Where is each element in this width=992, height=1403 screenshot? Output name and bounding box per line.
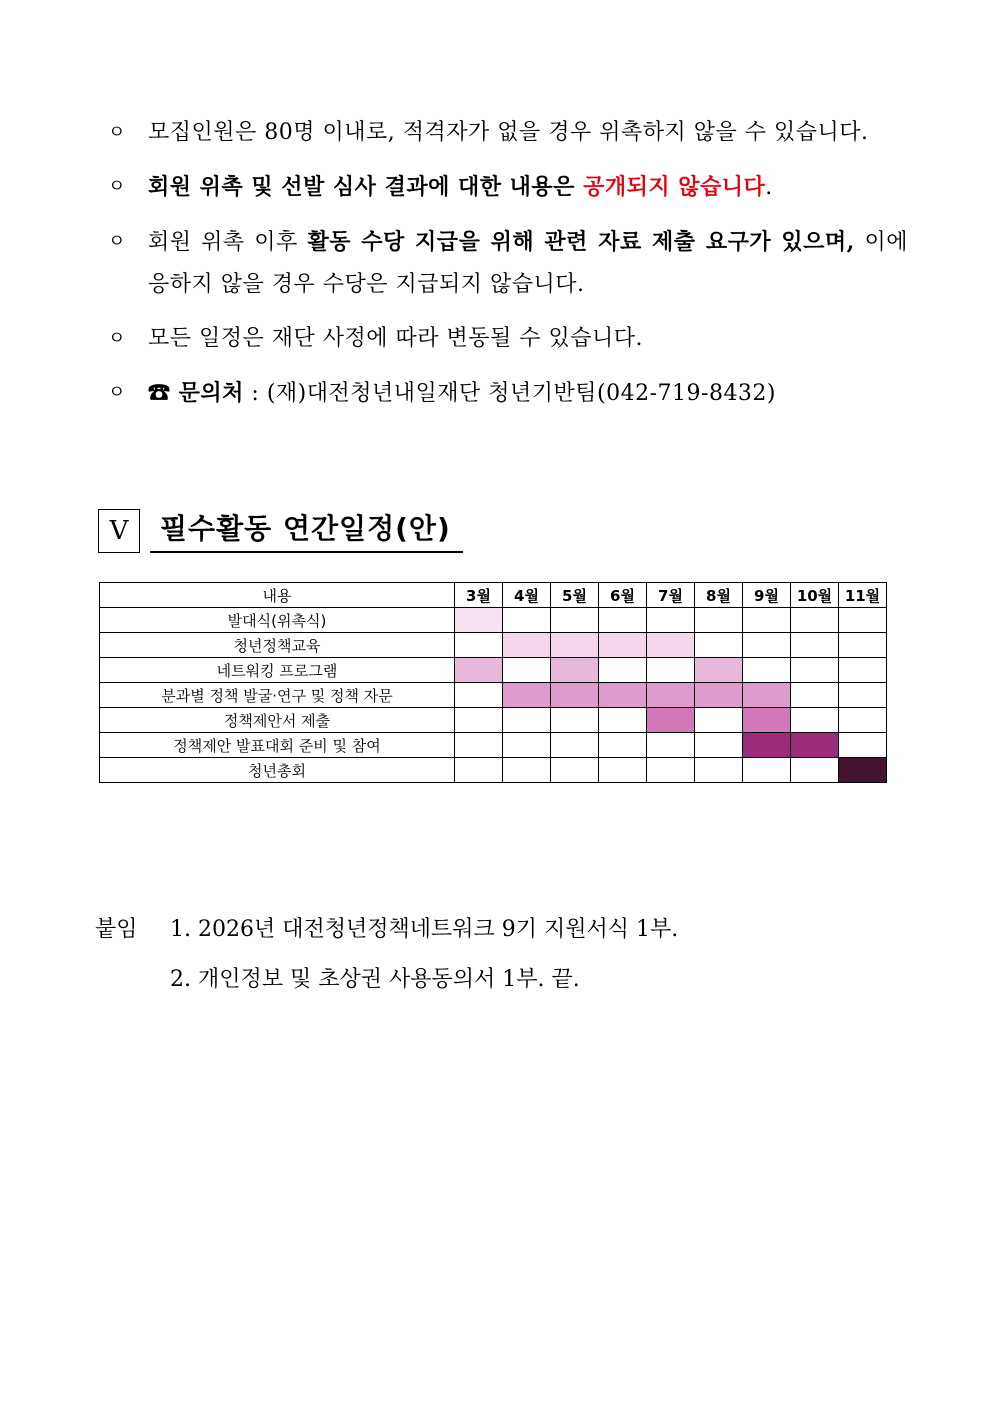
bullet-mark: ㅇ bbox=[108, 122, 126, 143]
schedule-month-header: 11월 bbox=[839, 583, 887, 608]
section-title: 필수활동 연간일정(안) bbox=[150, 507, 463, 553]
schedule-cell bbox=[839, 733, 887, 758]
schedule-month-header: 10월 bbox=[791, 583, 839, 608]
schedule-cell-active bbox=[551, 658, 599, 683]
schedule-cell bbox=[455, 758, 503, 783]
notice-text bbox=[148, 372, 908, 415]
schedule-month-header: 8월 bbox=[695, 583, 743, 608]
notice-text-part: 회원 위촉 및 선발 심사 결과에 대한 내용은 bbox=[148, 174, 584, 200]
notice-text-part: 모집인원은 80명 이내로, 적격자가 없을 경우 위촉하지 않을 수 있습니다. bbox=[148, 120, 869, 145]
schedule-cell bbox=[791, 608, 839, 633]
schedule-activity-label: 정책제안서 제출 bbox=[100, 708, 455, 733]
schedule-month-header: 6월 bbox=[599, 583, 647, 608]
notice-item bbox=[108, 221, 908, 306]
schedule-cell bbox=[839, 708, 887, 733]
schedule-cell-active bbox=[647, 708, 695, 733]
schedule-cell bbox=[791, 758, 839, 783]
notice-item bbox=[108, 372, 908, 415]
bullet-mark: ㅇ bbox=[108, 382, 126, 403]
schedule-cell bbox=[791, 708, 839, 733]
schedule-cell bbox=[503, 708, 551, 733]
schedule-cell-active bbox=[695, 658, 743, 683]
schedule-cell bbox=[455, 708, 503, 733]
schedule-month-header: 5월 bbox=[551, 583, 599, 608]
schedule-cell bbox=[647, 733, 695, 758]
schedule-activity-label: 청년총회 bbox=[100, 758, 455, 783]
schedule-cell-active bbox=[647, 633, 695, 658]
section-number: Ⅴ bbox=[98, 509, 140, 553]
schedule-row bbox=[100, 683, 887, 708]
schedule-activity-label: 발대식(위촉식) bbox=[100, 608, 455, 633]
schedule-cell bbox=[455, 633, 503, 658]
schedule-cell bbox=[551, 708, 599, 733]
schedule-activity-label: 청년정책교육 bbox=[100, 633, 455, 658]
schedule-cell bbox=[839, 658, 887, 683]
schedule-cell bbox=[839, 608, 887, 633]
schedule-row bbox=[100, 608, 887, 633]
schedule-cell-active bbox=[503, 633, 551, 658]
notice-text-part: : (재)대전청년내일재단 청년기반팀(042-719-8432) bbox=[243, 381, 777, 406]
schedule-month-header: 3월 bbox=[455, 583, 503, 608]
schedule-cell bbox=[503, 608, 551, 633]
schedule-cell bbox=[839, 683, 887, 708]
schedule-month-header: 4월 bbox=[503, 583, 551, 608]
section-heading bbox=[98, 507, 463, 553]
notice-text bbox=[148, 112, 908, 154]
notice-text-part: 공개되지 않습니다 bbox=[583, 174, 766, 200]
schedule-header-content: 내용 bbox=[100, 583, 455, 608]
schedule-row bbox=[100, 633, 887, 658]
schedule-cell bbox=[743, 758, 791, 783]
schedule-cell bbox=[695, 758, 743, 783]
schedule-cell bbox=[599, 733, 647, 758]
schedule-cell-active bbox=[839, 758, 887, 783]
notice-text bbox=[148, 221, 908, 306]
schedule-cell bbox=[647, 608, 695, 633]
schedule-row bbox=[100, 708, 887, 733]
schedule-cell bbox=[551, 733, 599, 758]
schedule-cell bbox=[551, 608, 599, 633]
schedule-cell bbox=[695, 708, 743, 733]
schedule-cell bbox=[743, 633, 791, 658]
schedule-cell-active bbox=[599, 633, 647, 658]
schedule-cell bbox=[695, 633, 743, 658]
notice-list bbox=[108, 112, 908, 427]
schedule-cell bbox=[647, 658, 695, 683]
notice-text bbox=[148, 318, 908, 360]
schedule-cell bbox=[791, 633, 839, 658]
schedule-cell-active bbox=[695, 683, 743, 708]
schedule-cell bbox=[743, 608, 791, 633]
schedule-activity-label: 정책제안 발표대회 준비 및 참여 bbox=[100, 733, 455, 758]
schedule-cell-active bbox=[455, 608, 503, 633]
bullet-mark: ㅇ bbox=[108, 231, 126, 252]
schedule-cell-active bbox=[599, 683, 647, 708]
schedule-cell-active bbox=[743, 683, 791, 708]
attachment-item: 1. 2026년 대전청년정책네트워크 9기 지원서식 1부. bbox=[170, 917, 679, 942]
notice-text-part: ☎ 문의처 bbox=[148, 380, 244, 406]
schedule-cell-active bbox=[503, 683, 551, 708]
schedule-cell bbox=[503, 658, 551, 683]
notice-text-part: 회원 위촉 이후 bbox=[148, 230, 308, 255]
schedule-cell bbox=[647, 758, 695, 783]
schedule-cell-active bbox=[743, 733, 791, 758]
schedule-cell bbox=[743, 658, 791, 683]
schedule-cell bbox=[455, 683, 503, 708]
notice-text-part: 모든 일정은 재단 사정에 따라 변동될 수 있습니다. bbox=[148, 326, 643, 351]
notice-text bbox=[148, 166, 908, 209]
schedule-cell-active bbox=[791, 733, 839, 758]
annual-schedule-table bbox=[99, 582, 887, 783]
notice-text-part: . bbox=[765, 175, 773, 200]
schedule-cell bbox=[695, 733, 743, 758]
schedule-cell bbox=[839, 633, 887, 658]
schedule-cell bbox=[599, 658, 647, 683]
schedule-row bbox=[100, 758, 887, 783]
schedule-cell bbox=[503, 733, 551, 758]
notice-text-part: 이에 응하지 않을 경우 수당은 지급되지 않습니다. bbox=[148, 230, 908, 297]
attachment-label: 붙임 bbox=[95, 917, 138, 942]
schedule-row bbox=[100, 733, 887, 758]
schedule-cell bbox=[791, 658, 839, 683]
schedule-cell bbox=[455, 733, 503, 758]
schedule-cell-active bbox=[551, 633, 599, 658]
notice-item bbox=[108, 318, 908, 360]
schedule-cell-active bbox=[743, 708, 791, 733]
notice-item bbox=[108, 112, 908, 154]
schedule-cell bbox=[503, 758, 551, 783]
notice-item bbox=[108, 166, 908, 209]
schedule-cell-active bbox=[647, 683, 695, 708]
attachment bbox=[95, 905, 678, 1005]
notice-text-part: 활동 수당 지급을 위해 관련 자료 제출 요구가 있으며, bbox=[307, 229, 855, 255]
schedule-cell-active bbox=[551, 683, 599, 708]
schedule-month-header: 7월 bbox=[647, 583, 695, 608]
bullet-mark: ㅇ bbox=[108, 328, 126, 349]
schedule-cell-active bbox=[455, 658, 503, 683]
schedule-cell bbox=[551, 758, 599, 783]
schedule-cell bbox=[599, 708, 647, 733]
schedule-activity-label: 분과별 정책 발굴·연구 및 정책 자문 bbox=[100, 683, 455, 708]
attachment-item: 2. 개인정보 및 초상권 사용동의서 1부. 끝. bbox=[170, 967, 580, 992]
schedule-cell bbox=[599, 608, 647, 633]
schedule-cell bbox=[791, 683, 839, 708]
schedule-row bbox=[100, 658, 887, 683]
schedule-cell bbox=[599, 758, 647, 783]
bullet-mark: ㅇ bbox=[108, 176, 126, 197]
schedule-month-header: 9월 bbox=[743, 583, 791, 608]
schedule-activity-label: 네트워킹 프로그램 bbox=[100, 658, 455, 683]
schedule-cell bbox=[695, 608, 743, 633]
